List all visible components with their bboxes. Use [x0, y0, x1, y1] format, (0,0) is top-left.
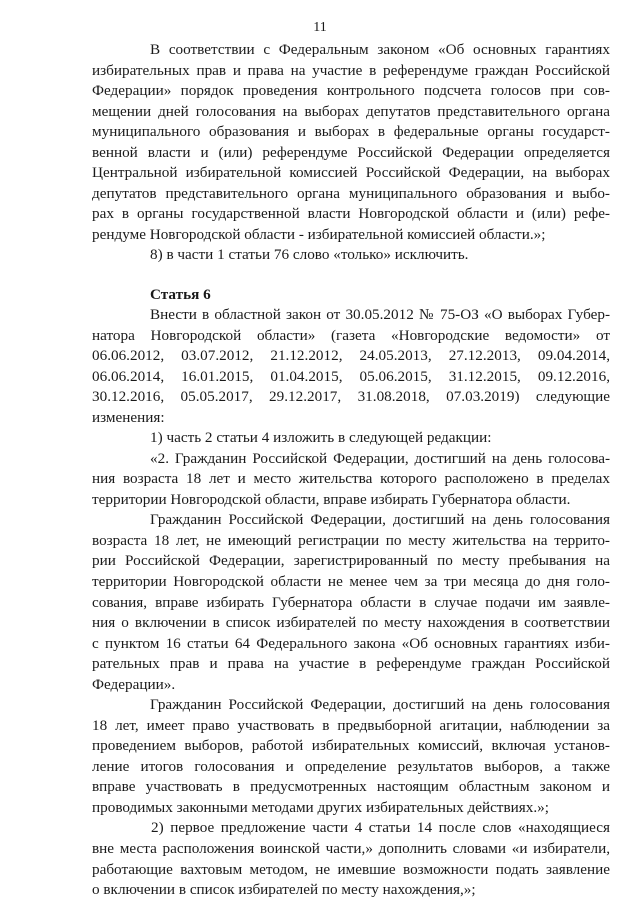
text-line: 30.12.2016, 05.05.2017, 29.12.2017, 31.08.2018, 07.03.2019) следующие	[92, 388, 610, 406]
text-line: проведением выборов, работой избирательных комиссий, включая установ-	[92, 737, 610, 755]
text-line: с пунктом 16 статьи 64 Федерального закона «Об основных гарантиях изби-	[92, 634, 610, 652]
text-line: натора Новгородской области» (газета «Новгородские ведомости» от	[92, 326, 610, 344]
text-line: изменения:	[92, 408, 165, 426]
article-heading: Статья 6	[150, 286, 211, 304]
text-line: ния о включении в список избирателей по месту нахождения в соответствии	[92, 614, 610, 631]
text-line: В соответствии с Федеральным законом «Об основных гарантиях	[150, 41, 610, 58]
list-item: 1) часть 2 статьи 4 изложить в следующей редакции:	[150, 429, 492, 447]
text-line: Федерации» порядок проведения контрольного подсчета голосов при сов-	[92, 82, 610, 100]
text-line: работающие вахтовым методом, не имевшие возможности подать заявление	[92, 860, 610, 878]
text-line: ление итогов голосования и определение результатов выборов, а также	[92, 757, 610, 775]
text-line: рательных прав и права на участие в референдуме граждан Российской	[92, 655, 610, 673]
text-line: вправе участвовать в предусмотренных настоящим областным законом и	[92, 778, 610, 796]
list-item: 8) в части 1 статьи 76 слово «только» исключить.	[150, 246, 469, 264]
text-line: 18 лет, имеет право участвовать в предвыборной агитации, наблюдении за	[92, 716, 610, 734]
text-line: 06.06.2014, 16.01.2015, 01.04.2015, 05.06.2015, 31.12.2015, 09.12.2016,	[92, 367, 610, 385]
text-line: венной власти и (или) референдуме Российской Федерации определяется	[92, 143, 610, 161]
text-line: рах в органы государственной власти Новгородской области и (или) рефе-	[92, 205, 610, 223]
text-line: мещении дней голосования на выборах депутатов представительного органа	[92, 102, 610, 120]
text-line: 06.06.2012, 03.07.2012, 21.12.2012, 24.05.2013, 27.12.2013, 09.04.2014,	[92, 347, 610, 365]
text-line: о включении в список избирателей по месту нахождения,»;	[92, 881, 476, 898]
text-line: ния возраста 18 лет и место жительства которого расположено в пределах	[92, 470, 610, 488]
text-line: муниципального образования и выборах в федеральные органы государст-	[92, 123, 610, 141]
text-line: Центральной избирательной комиссией Российской Федерации, на выборах	[92, 164, 610, 182]
text-line: Гражданин Российской Федерации, достигший на день голосования	[150, 696, 610, 714]
text-line: сования, вправе избирать Губернатора области в случае подачи им заявле-	[92, 593, 610, 611]
text-line: рии Российской Федерации, зарегистрированный по месту пребывания на	[92, 552, 610, 570]
text-line: «2. Гражданин Российской Федерации, достигший на день голосова-	[150, 449, 610, 467]
page-number: 11	[313, 20, 327, 35]
text-line: территории Новгородской области не менее чем за три месяца до дня голо-	[92, 573, 610, 590]
list-item: 2) первое предложение части 4 статьи 14 после слов «находящиеся	[151, 819, 610, 837]
text-line: избирательных прав и права на участие в референдуме граждан Российской	[92, 61, 610, 79]
text-line: Гражданин Российской Федерации, достигший на день голосования	[150, 511, 610, 529]
text-line: территории Новгородской области, вправе избирать Губернатора области.	[92, 490, 571, 508]
text-line: проводимых законными методами других избирательных действиях.»;	[92, 798, 549, 816]
text-line: вне места расположения воинской части,» дополнить словами «и избиратели,	[92, 839, 610, 857]
text-line: депутатов представительного органа муниципального образования и выбо-	[92, 184, 610, 202]
text-line: Федерации».	[92, 675, 176, 693]
text-line: возраста 18 лет, не имеющий регистрации по месту жительства на террито-	[92, 531, 610, 549]
text-line: Внести в областной закон от 30.05.2012 № 75-ОЗ «О выборах Губер-	[150, 306, 610, 323]
text-line: рендуме Новгородской области - избирательной комиссией области.»;	[92, 225, 546, 243]
